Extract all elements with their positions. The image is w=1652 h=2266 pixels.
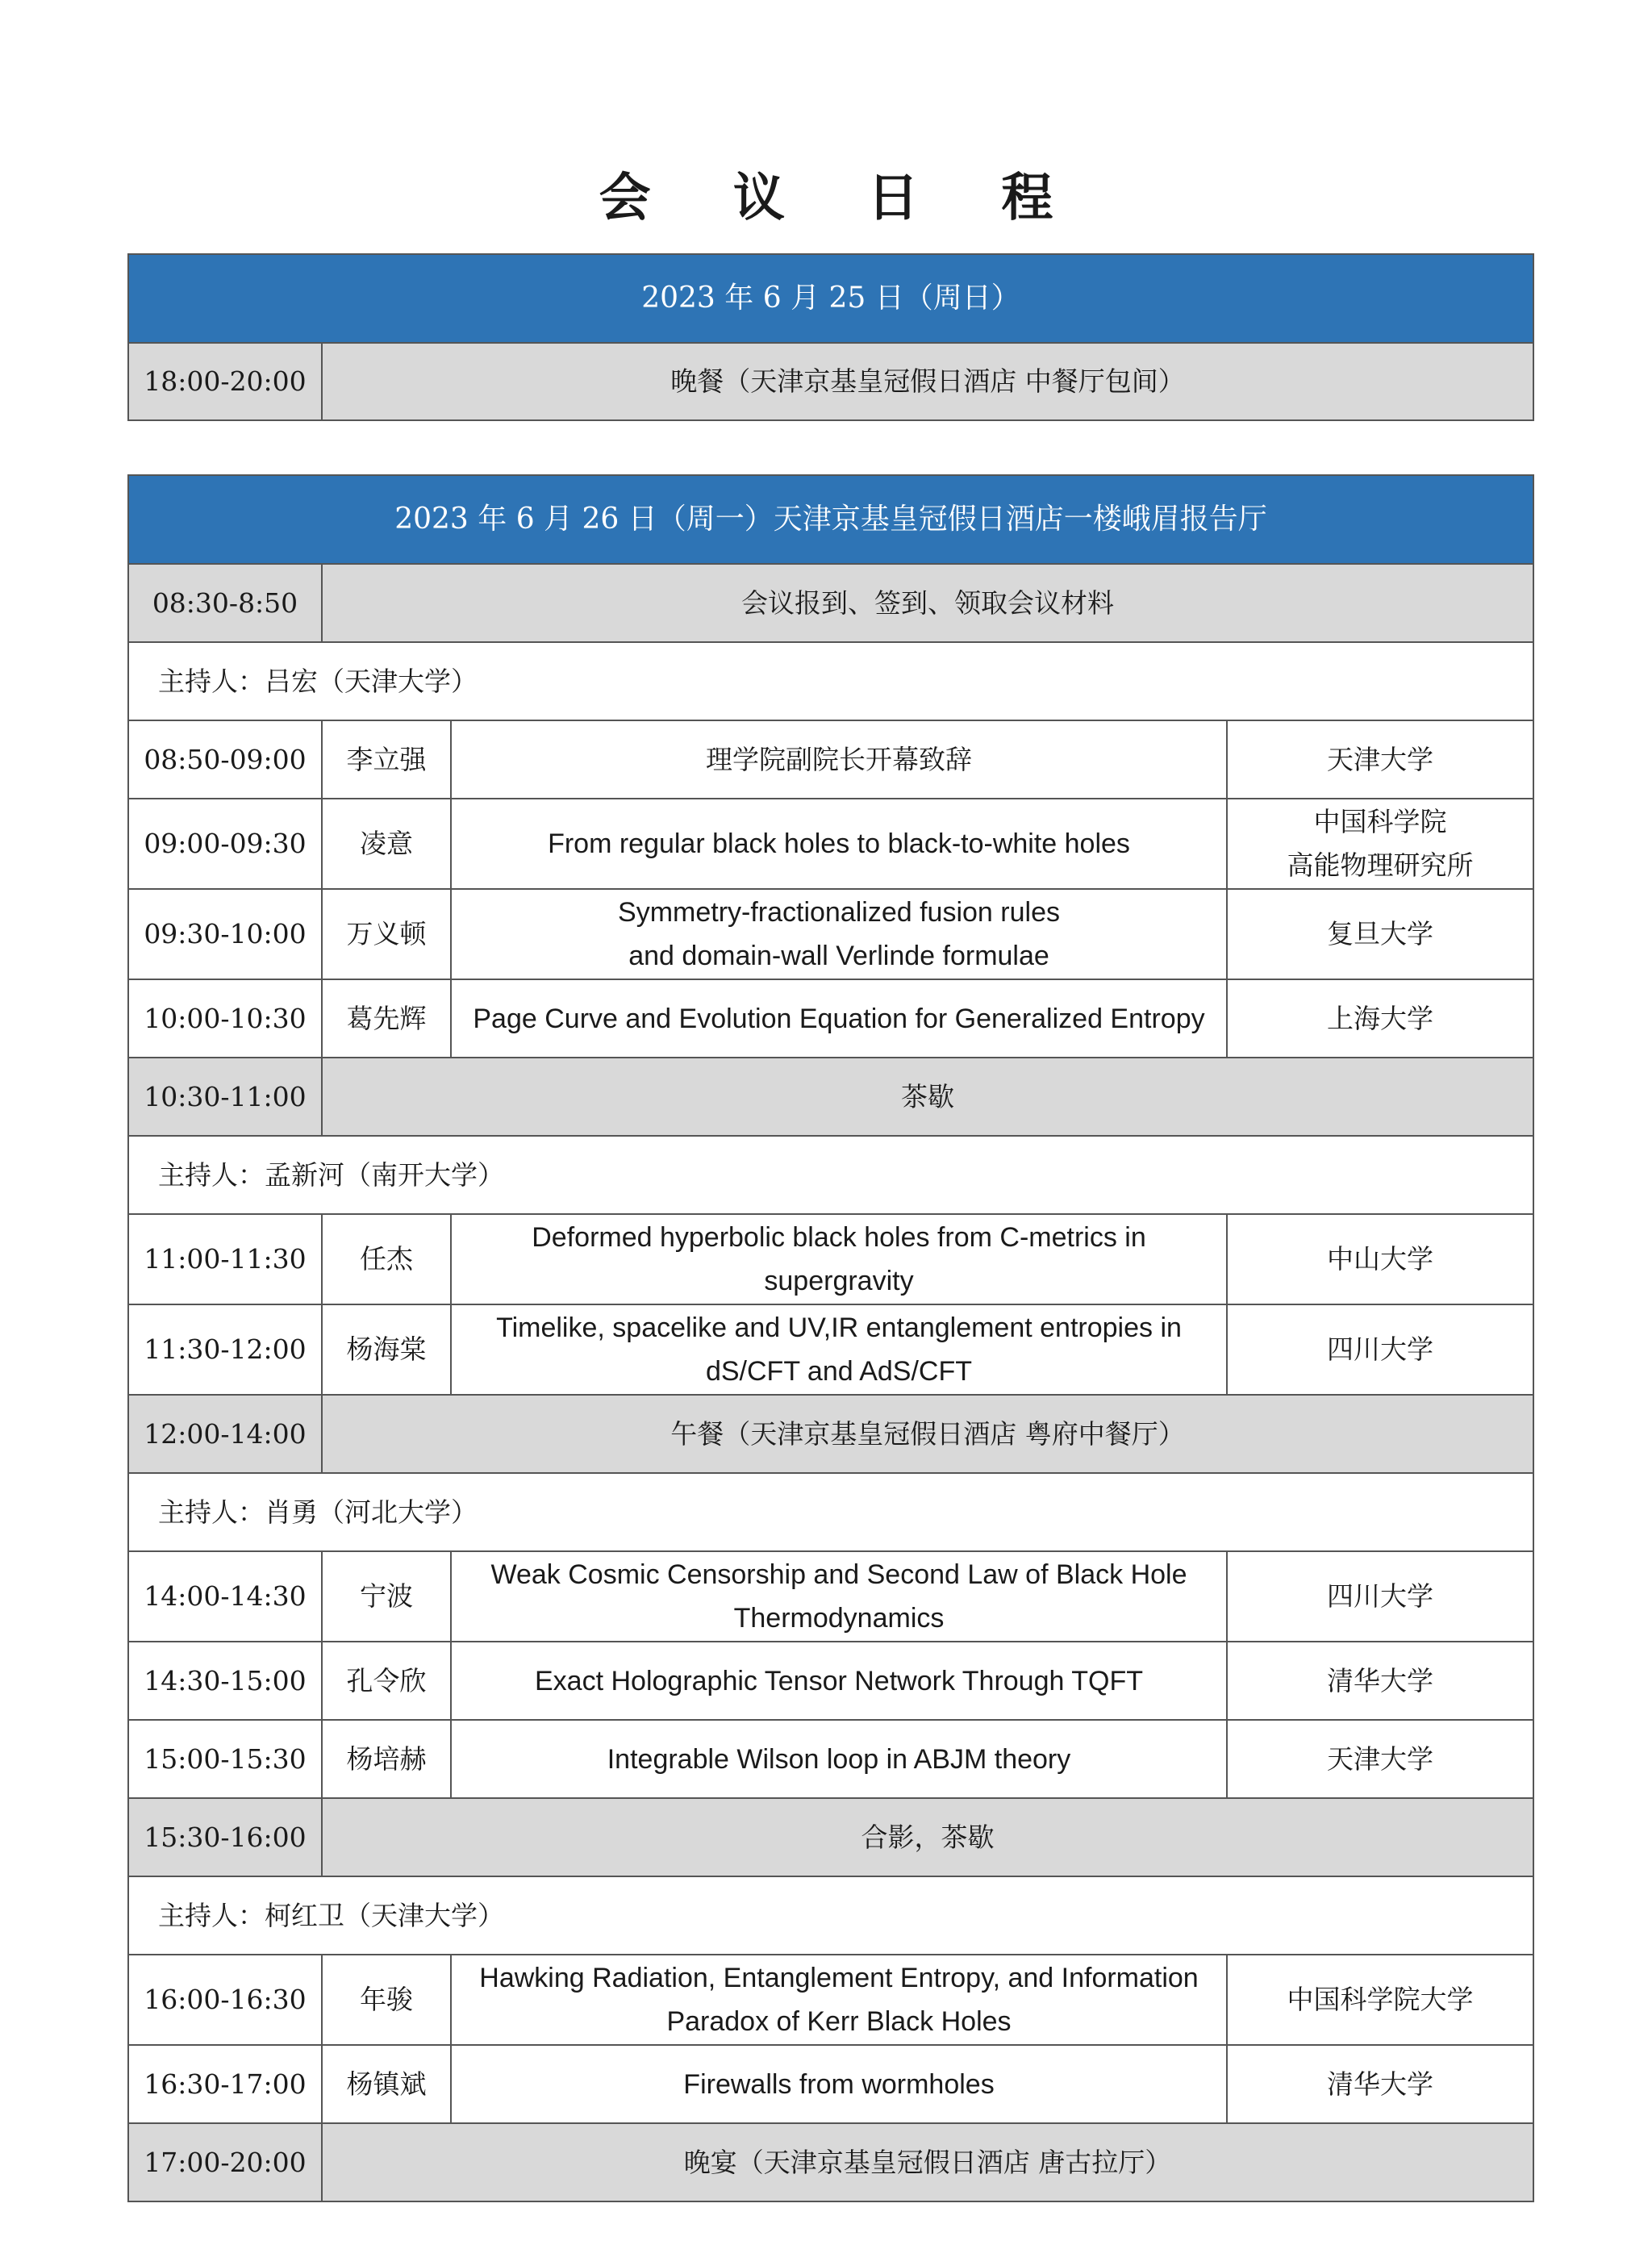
activity-cell: 合影，茶歇 xyxy=(322,1798,1533,1876)
title-line: and domain-wall Verlinde formulae xyxy=(628,941,1049,971)
host-row xyxy=(128,642,1533,720)
time-cell: 08:30-8:50 xyxy=(128,564,322,642)
activity-cell: 晚餐（天津京基皇冠假日酒店 中餐厅包间） xyxy=(322,343,1533,420)
host-cell: 主持人：肖勇（河北大学） xyxy=(128,1473,1533,1551)
title-cell: 理学院副院长开幕致辞 xyxy=(451,720,1227,799)
speaker-cell: 杨培赫 xyxy=(322,1720,451,1798)
day1-schedule-table xyxy=(127,253,1534,421)
time-cell: 09:30-10:00 xyxy=(128,889,322,979)
title-line: Thermodynamics xyxy=(733,1603,945,1634)
time-cell: 18:00-20:00 xyxy=(128,343,322,420)
title-line: Deformed hyperbolic black holes from C-metrics in xyxy=(532,1222,1146,1253)
title-line: supergravity xyxy=(764,1266,914,1296)
time-cell: 17:00-20:00 xyxy=(128,2123,322,2201)
affiliation-cell: 中国科学院大学 xyxy=(1227,1955,1533,2045)
time-cell: 10:30-11:00 xyxy=(128,1058,322,1136)
title-cell xyxy=(451,889,1227,979)
title-cell xyxy=(451,1551,1227,1642)
title-line: Timelike, spacelike and UV,IR entanglement entropies in xyxy=(496,1312,1182,1343)
affiliation-cell: 复旦大学 xyxy=(1227,889,1533,979)
table-row xyxy=(128,1720,1533,1798)
host-cell: 主持人：柯红卫（天津大学） xyxy=(128,1876,1533,1955)
time-cell: 11:00-11:30 xyxy=(128,1214,322,1304)
affiliation-cell xyxy=(1227,799,1533,889)
day1-header: 2023 年 6 月 25 日（周日） xyxy=(128,254,1533,343)
title-line: dS/CFT and AdS/CFT xyxy=(705,1356,973,1387)
title-line: Weak Cosmic Censorship and Second Law of Black Hole xyxy=(490,1559,1187,1590)
table-row xyxy=(128,1955,1533,2045)
title-cell xyxy=(451,1304,1227,1395)
affiliation-cell: 天津大学 xyxy=(1227,1720,1533,1798)
speaker-cell: 任杰 xyxy=(322,1214,451,1304)
affiliation-cell: 清华大学 xyxy=(1227,1642,1533,1720)
time-cell: 14:30-15:00 xyxy=(128,1642,322,1720)
table-row xyxy=(128,979,1533,1058)
title-cell: Firewalls from wormholes xyxy=(451,2045,1227,2123)
host-row xyxy=(128,1136,1533,1214)
day2-header-row xyxy=(128,475,1533,564)
time-cell: 09:00-09:30 xyxy=(128,799,322,889)
table-row xyxy=(128,2123,1533,2201)
speaker-cell: 年骏 xyxy=(322,1955,451,2045)
page-title: 会 议 日 程 xyxy=(599,169,1086,228)
affiliation-cell: 四川大学 xyxy=(1227,1551,1533,1642)
time-cell: 14:00-14:30 xyxy=(128,1551,322,1642)
speaker-cell: 杨海棠 xyxy=(322,1304,451,1395)
table-row xyxy=(128,1798,1533,1876)
table-row xyxy=(128,799,1533,889)
speaker-cell: 杨镇斌 xyxy=(322,2045,451,2123)
title-cell xyxy=(451,1955,1227,2045)
title-line: Paradox of Kerr Black Holes xyxy=(666,2006,1012,2037)
activity-cell: 会议报到、签到、领取会议材料 xyxy=(322,564,1533,642)
table-row xyxy=(128,1395,1533,1473)
affiliation-line: 中国科学院 xyxy=(1313,806,1447,837)
affiliation-cell: 四川大学 xyxy=(1227,1304,1533,1395)
affiliation-cell: 天津大学 xyxy=(1227,720,1533,799)
title-cell: From regular black holes to black-to-white holes xyxy=(451,799,1227,889)
table-row xyxy=(128,1551,1533,1642)
activity-cell: 晚宴（天津京基皇冠假日酒店 唐古拉厅） xyxy=(322,2123,1533,2201)
time-cell: 15:30-16:00 xyxy=(128,1798,322,1876)
table-row xyxy=(128,1304,1533,1395)
time-cell: 08:50-09:00 xyxy=(128,720,322,799)
table-row xyxy=(128,2045,1533,2123)
activity-cell: 午餐（天津京基皇冠假日酒店 粤府中餐厅） xyxy=(322,1395,1533,1473)
speaker-cell: 李立强 xyxy=(322,720,451,799)
speaker-cell: 葛先辉 xyxy=(322,979,451,1058)
title-line: Hawking Radiation, Entanglement Entropy, and Information xyxy=(479,1963,1199,1993)
title-line: Symmetry-fractionalized fusion rules xyxy=(618,897,1060,928)
table-row xyxy=(128,1214,1533,1304)
host-cell: 主持人：吕宏（天津大学） xyxy=(128,642,1533,720)
host-row xyxy=(128,1473,1533,1551)
activity-cell: 茶歇 xyxy=(322,1058,1533,1136)
day2-header: 2023 年 6 月 26 日（周一）天津京基皇冠假日酒店一楼峨眉报告厅 xyxy=(128,475,1533,564)
table-row xyxy=(128,1058,1533,1136)
affiliation-cell: 上海大学 xyxy=(1227,979,1533,1058)
day1-header-row xyxy=(128,254,1533,343)
title-cell: Integrable Wilson loop in ABJM theory xyxy=(451,1720,1227,1798)
time-cell: 15:00-15:30 xyxy=(128,1720,322,1798)
table-row xyxy=(128,564,1533,642)
speaker-cell: 万义顿 xyxy=(322,889,451,979)
affiliation-cell: 中山大学 xyxy=(1227,1214,1533,1304)
affiliation-line: 高能物理研究所 xyxy=(1287,849,1474,881)
speaker-cell: 宁波 xyxy=(322,1551,451,1642)
time-cell: 16:00-16:30 xyxy=(128,1955,322,2045)
time-cell: 10:00-10:30 xyxy=(128,979,322,1058)
time-cell: 11:30-12:00 xyxy=(128,1304,322,1395)
title-cell: Page Curve and Evolution Equation for Generalized Entropy xyxy=(451,979,1227,1058)
table-row xyxy=(128,343,1533,420)
host-row xyxy=(128,1876,1533,1955)
speaker-cell: 凌意 xyxy=(322,799,451,889)
affiliation-cell: 清华大学 xyxy=(1227,2045,1533,2123)
time-cell: 12:00-14:00 xyxy=(128,1395,322,1473)
table-row xyxy=(128,889,1533,979)
speaker-cell: 孔令欣 xyxy=(322,1642,451,1720)
table-row xyxy=(128,1642,1533,1720)
host-cell: 主持人：孟新河（南开大学） xyxy=(128,1136,1533,1214)
day2-schedule-table xyxy=(127,474,1534,2202)
title-cell: Exact Holographic Tensor Network Through TQFT xyxy=(451,1642,1227,1720)
title-cell xyxy=(451,1214,1227,1304)
table-row xyxy=(128,720,1533,799)
time-cell: 16:30-17:00 xyxy=(128,2045,322,2123)
